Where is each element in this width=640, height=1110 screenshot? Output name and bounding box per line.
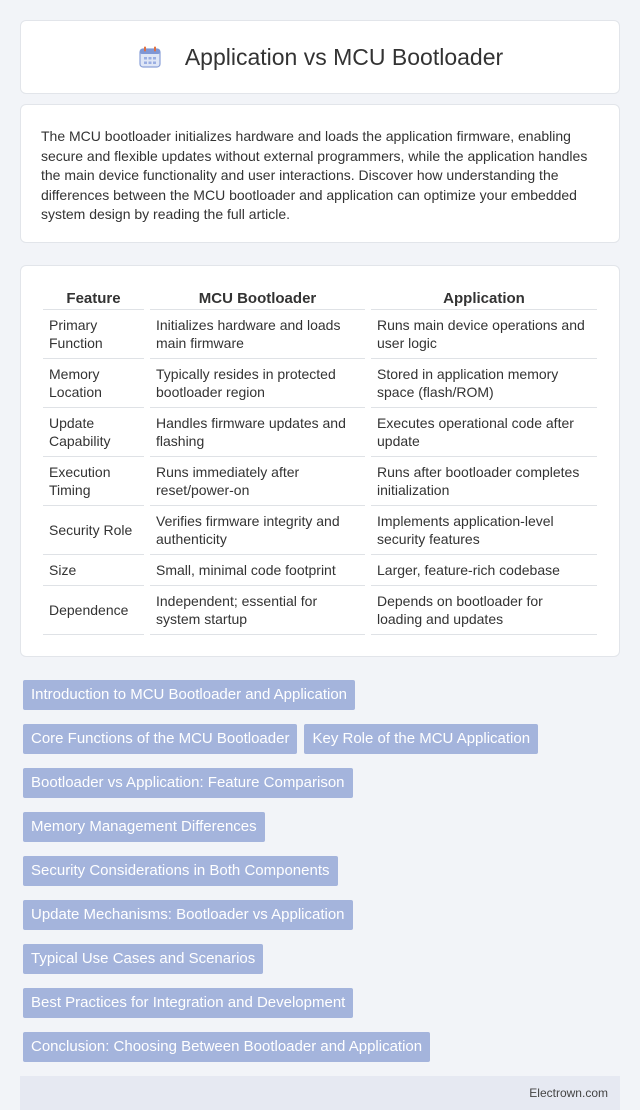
table-row: [43, 586, 597, 635]
page-title: Application vs MCU Bootloader: [184, 43, 504, 70]
topic-link-key-role[interactable]: Key Role of the MCU Application: [304, 724, 538, 754]
header: [20, 20, 620, 94]
topic-link-update-mechanisms[interactable]: Update Mechanisms: Bootloader vs Application: [23, 900, 353, 930]
comparison-table: [43, 288, 597, 635]
table-row: [43, 555, 597, 586]
application-cell: Depends on bootloader for loading and updates: [368, 586, 597, 635]
table-row: [43, 408, 597, 457]
bootloader-cell: Small, minimal code footprint: [147, 555, 368, 586]
feature-cell: Execution Timing: [43, 457, 147, 506]
table-row: [43, 359, 597, 408]
application-cell: Implements application-level security features: [368, 506, 597, 555]
feature-cell: Primary Function: [43, 310, 147, 359]
feature-cell: Size: [43, 555, 147, 586]
table-row: [43, 506, 597, 555]
application-cell: Runs main device operations and user logic: [368, 310, 597, 359]
feature-cell: Update Capability: [43, 408, 147, 457]
topic-link-use-cases[interactable]: Typical Use Cases and Scenarios: [23, 944, 263, 974]
intro-paragraph: The MCU bootloader initializes hardware and loads the application firmware, enabling secure and flexible updates without external programmers, while the application handles the main device functionality and user interactions. Discover how understanding the differences between the MCU bootloader and application can optimize your embedded system design by reading the full article.: [41, 128, 588, 222]
feature-cell: Dependence: [43, 586, 147, 635]
column-header-bootloader: MCU Bootloader: [147, 288, 368, 310]
comparison-section: [20, 265, 620, 657]
topic-link-security[interactable]: Security Considerations in Both Components: [23, 856, 338, 886]
application-cell: Stored in application memory space (flash/ROM): [368, 359, 597, 408]
table-row: [43, 310, 597, 359]
intro-section: [20, 104, 620, 243]
bootloader-cell: Handles firmware updates and flashing: [147, 408, 368, 457]
topic-link-conclusion[interactable]: Conclusion: Choosing Between Bootloader and Application: [23, 1032, 430, 1062]
topic-link-memory-management[interactable]: Memory Management Differences: [23, 812, 265, 842]
topic-link-best-practices[interactable]: Best Practices for Integration and Development: [23, 988, 353, 1018]
bootloader-cell: Typically resides in protected bootloader region: [147, 359, 368, 408]
topic-link-feature-comparison[interactable]: Bootloader vs Application: Feature Comparison: [23, 768, 353, 798]
footer-source: Electrown.com: [529, 1086, 608, 1100]
bootloader-cell: Verifies firmware integrity and authenticity: [147, 506, 368, 555]
feature-cell: Memory Location: [43, 359, 147, 408]
bootloader-cell: Independent; essential for system startup: [147, 586, 368, 635]
topic-links: [20, 680, 620, 1062]
application-cell: Executes operational code after update: [368, 408, 597, 457]
application-cell: Larger, feature-rich codebase: [368, 555, 597, 586]
feature-cell: Security Role: [43, 506, 147, 555]
topic-link-core-functions[interactable]: Core Functions of the MCU Bootloader: [23, 724, 297, 754]
bootloader-cell: Initializes hardware and loads main firmware: [147, 310, 368, 359]
column-header-application: Application: [368, 288, 597, 310]
table-row: [43, 457, 597, 506]
calendar-icon: [137, 44, 163, 70]
table-header-row: [43, 288, 597, 310]
column-header-feature: Feature: [43, 288, 147, 310]
bootloader-cell: Runs immediately after reset/power-on: [147, 457, 368, 506]
application-cell: Runs after bootloader completes initialization: [368, 457, 597, 506]
footer: [20, 1076, 620, 1110]
topic-link-introduction[interactable]: Introduction to MCU Bootloader and Application: [23, 680, 355, 710]
